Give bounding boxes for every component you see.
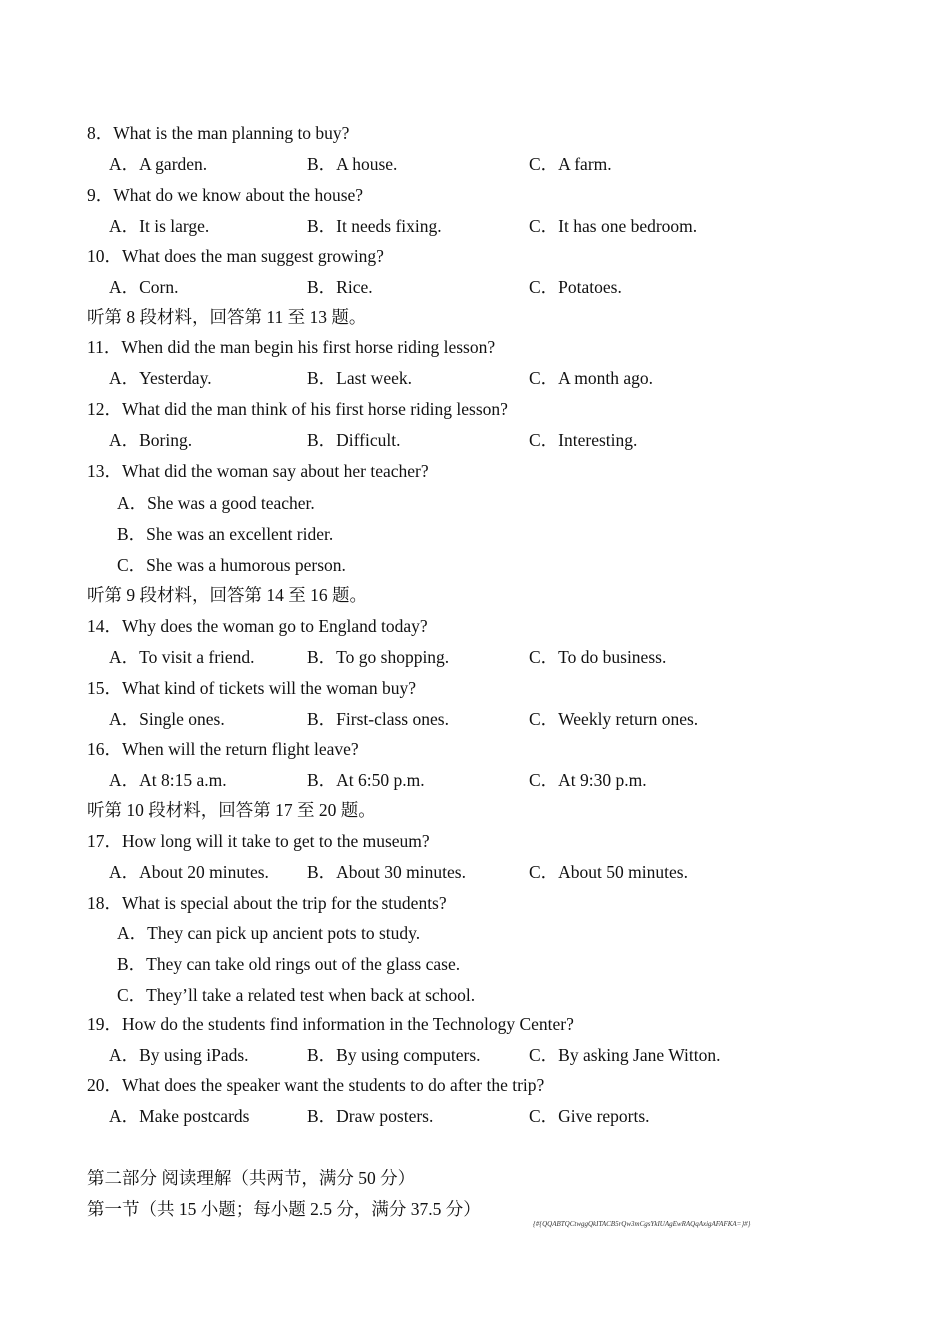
answer-option: A．At 8:15 a.m.: [109, 770, 227, 790]
answer-option: B．Last week.: [307, 368, 412, 388]
answer-option: B．About 30 minutes.: [307, 862, 466, 882]
answer-option: B．Rice.: [307, 277, 373, 297]
answer-option: C．They’ll take a related test when back at school.: [117, 985, 476, 1005]
question-stem: 16．When will the return flight leave?: [87, 739, 359, 759]
question-stem: 17．How long will it take to get to the museum?: [87, 831, 430, 851]
answer-option: B．Draw posters.: [307, 1106, 434, 1126]
answer-option: C．A month ago.: [529, 368, 653, 388]
answer-option: A．It is large.: [109, 216, 210, 236]
question-stem: 13．What did the woman say about her teacher?: [87, 461, 429, 481]
answer-option: B．She was an excellent rider.: [117, 524, 334, 544]
answer-option: C．By asking Jane Witton.: [529, 1045, 721, 1065]
answer-option: A．About 20 minutes.: [109, 862, 269, 882]
answer-option: C．Give reports.: [529, 1106, 650, 1126]
answer-option: A．To visit a friend.: [109, 647, 255, 667]
question-stem: 15．What kind of tickets will the woman buy?: [87, 678, 417, 698]
section-heading: 听第 10 段材料，回答第 17 至 20 题。: [87, 800, 376, 820]
answer-option: B．By using computers.: [307, 1045, 481, 1065]
answer-option: A．Make postcards: [109, 1106, 250, 1126]
answer-option: A．Corn.: [109, 277, 179, 297]
watermark-code: {#{QQABTQCtwggQkITACB5rQw3mCgsYkIUAgEwRAQqAxigAFAFKA=}#}: [533, 1220, 751, 1228]
answer-option: A．Boring.: [109, 430, 193, 450]
question-stem: 18．What is special about the trip for the students?: [87, 893, 447, 913]
answer-option: C．To do business.: [529, 647, 667, 667]
question-stem: 10．What does the man suggest growing?: [87, 246, 384, 266]
question-stem: 20．What does the speaker want the students to do after the trip?: [87, 1075, 545, 1095]
answer-option: B．A house.: [307, 154, 398, 174]
answer-option: A．A garden.: [109, 154, 208, 174]
answer-option: C．Weekly return ones.: [529, 709, 699, 729]
question-stem: 9．What do we know about the house?: [87, 185, 364, 205]
answer-option: C．It has one bedroom.: [529, 216, 698, 236]
answer-option: B．First-class ones.: [307, 709, 449, 729]
section-heading: 听第 9 段材料，回答第 14 至 16 题。: [87, 585, 367, 605]
answer-option: B．It needs fixing.: [307, 216, 442, 236]
answer-option: C．A farm.: [529, 154, 612, 174]
answer-option: C．About 50 minutes.: [529, 862, 688, 882]
answer-option: A．They can pick up ancient pots to study.: [117, 923, 421, 943]
question-stem: 11．When did the man begin his first horse riding lesson?: [87, 337, 496, 357]
answer-option: C．She was a humorous person.: [117, 555, 346, 575]
section-heading: 第一节（共 15 小题；每小题 2.5 分，满分 37.5 分）: [87, 1199, 481, 1219]
question-stem: 14．Why does the woman go to England today?: [87, 616, 428, 636]
answer-option: B．To go shopping.: [307, 647, 450, 667]
answer-option: A．Single ones.: [109, 709, 225, 729]
answer-option: A．She was a good teacher.: [117, 493, 315, 513]
question-stem: 12．What did the man think of his first horse riding lesson?: [87, 399, 508, 419]
answer-option: A．Yesterday.: [109, 368, 212, 388]
question-stem: 8．What is the man planning to buy?: [87, 123, 350, 143]
answer-option: B．Difficult.: [307, 430, 401, 450]
answer-option: B．They can take old rings out of the glass case.: [117, 954, 461, 974]
answer-option: B．At 6:50 p.m.: [307, 770, 425, 790]
question-stem: 19．How do the students find information in the Technology Center?: [87, 1014, 574, 1034]
section-heading: 听第 8 段材料，回答第 11 至 13 题。: [87, 307, 367, 327]
answer-option: C．Potatoes.: [529, 277, 622, 297]
answer-option: C．At 9:30 p.m.: [529, 770, 647, 790]
answer-option: C．Interesting.: [529, 430, 638, 450]
answer-option: A．By using iPads.: [109, 1045, 249, 1065]
section-heading: 第二部分 阅读理解（共两节，满分 50 分）: [87, 1168, 416, 1188]
